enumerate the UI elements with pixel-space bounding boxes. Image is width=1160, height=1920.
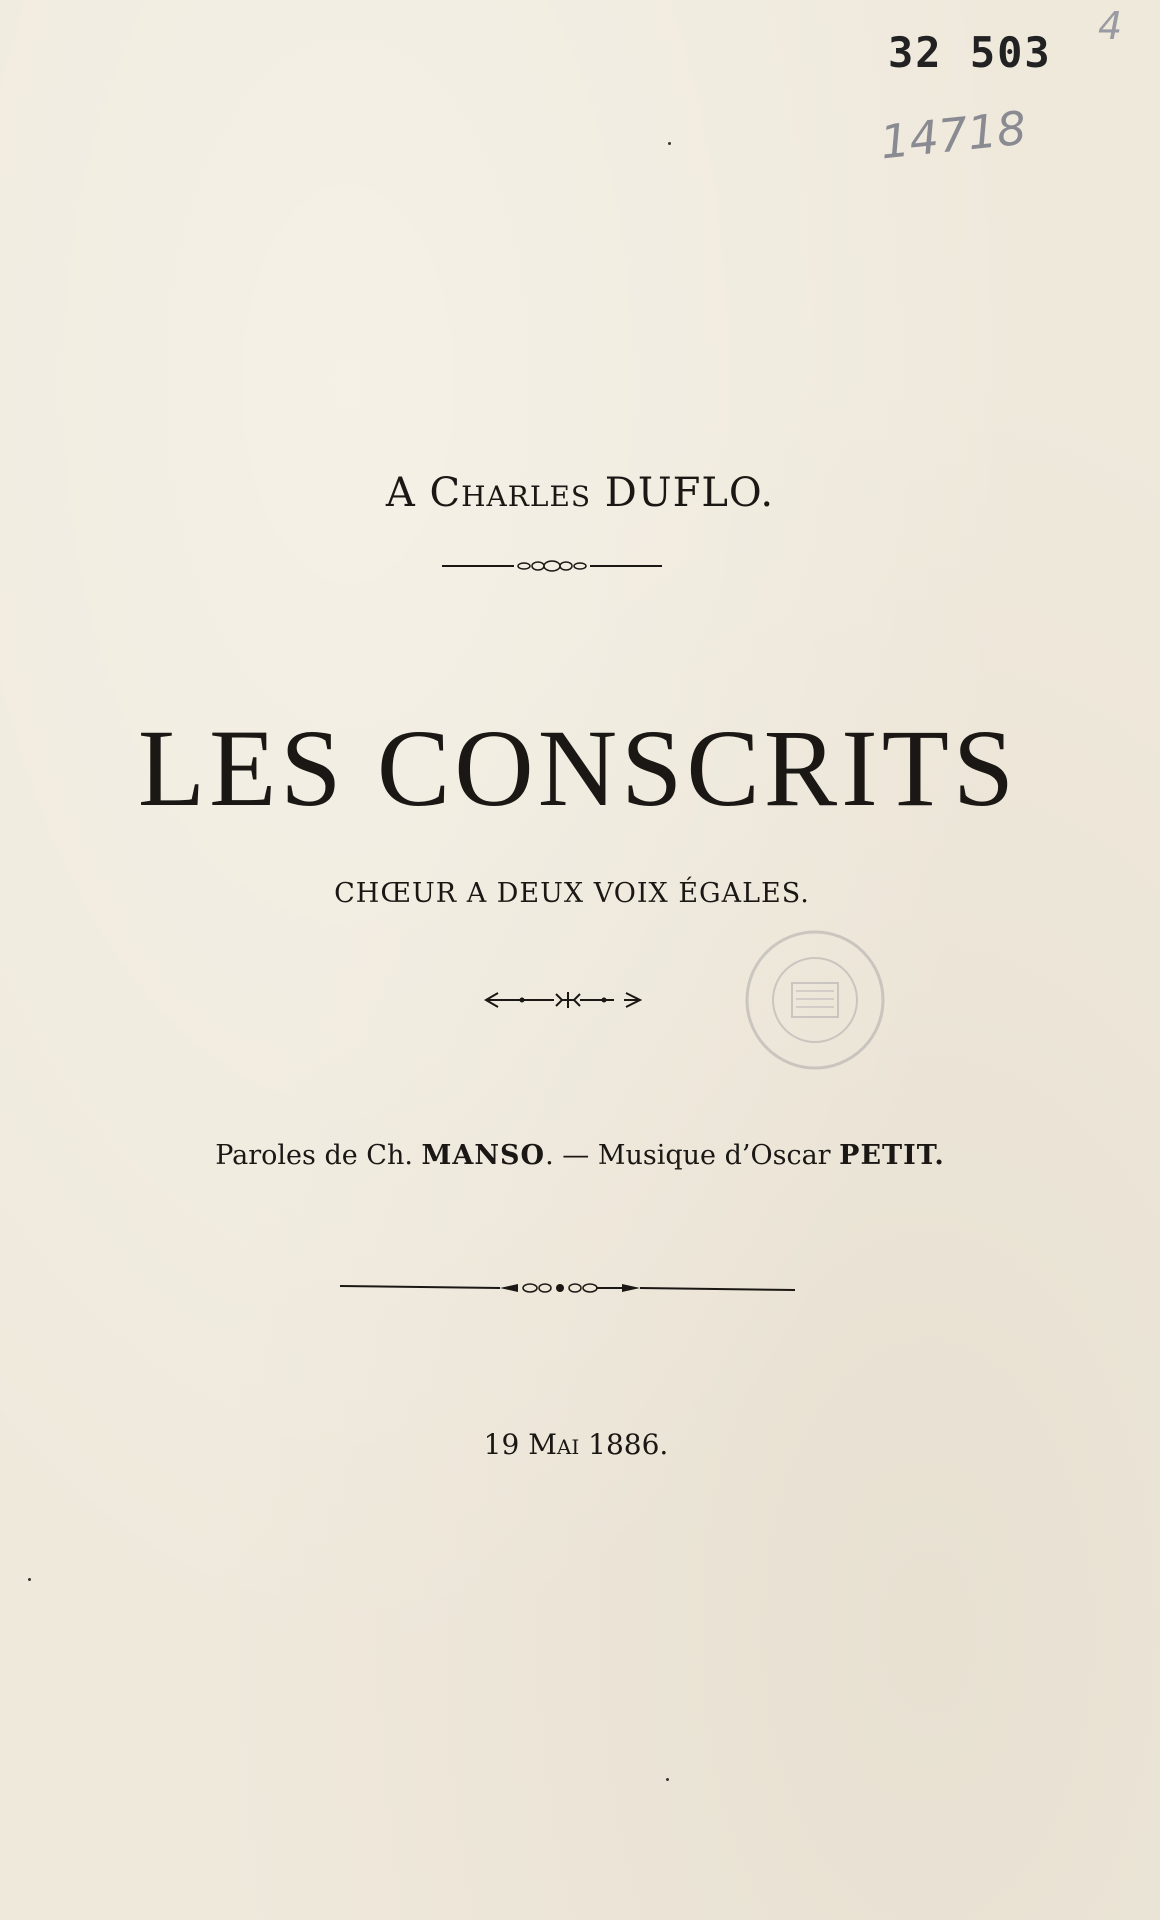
library-stamp: [740, 925, 890, 1075]
paper-speck: [668, 142, 671, 145]
date-year: 1886.: [588, 1428, 669, 1461]
credits-separator: . —: [545, 1140, 598, 1171]
dedication-prefix: A: [385, 470, 416, 516]
lyrics-prefix: Paroles de Ch.: [215, 1140, 413, 1171]
shelfmark-number: 32 503: [888, 28, 1052, 77]
credits: [0, 1140, 1160, 1171]
paper-speck: [28, 1578, 31, 1581]
date-month: Mai: [528, 1428, 580, 1461]
subtitle: CHŒUR A DEUX VOIX ÉGALES.: [334, 878, 810, 909]
publication-date: [0, 1428, 1156, 1461]
paper-speck: [666, 1778, 669, 1781]
date-day: 19: [483, 1428, 520, 1461]
corner-mark: 4: [1098, 4, 1123, 48]
lyricist-name: MANSO: [421, 1140, 546, 1171]
composer-name: PETIT.: [839, 1140, 945, 1171]
dedication-first-name: Charles: [429, 470, 592, 516]
dedication: [0, 470, 1160, 516]
music-prefix: Musique d’Oscar: [597, 1140, 831, 1171]
ornament-divider-1: [442, 556, 662, 576]
handwritten-number: 14718: [877, 100, 1029, 170]
dedication-surname: DUFLO.: [604, 470, 775, 516]
ornament-divider-2: [484, 988, 654, 1012]
page-title: LES CONSCRITS: [137, 707, 1019, 829]
ornament-divider-3: [340, 1278, 800, 1298]
